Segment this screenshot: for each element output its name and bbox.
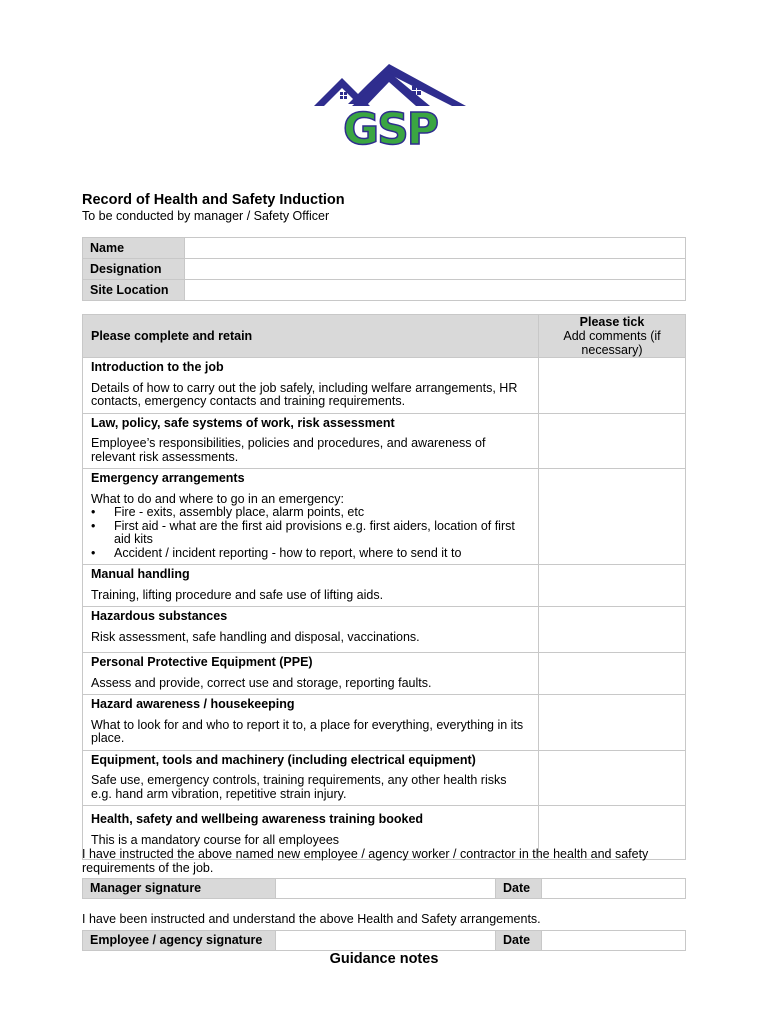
checklist-item	[83, 695, 539, 751]
checklist-item-title: Hazardous substances	[91, 609, 228, 623]
checklist-row	[83, 695, 686, 751]
manager-signature-label: Manager signature	[83, 879, 276, 899]
checklist-row	[83, 413, 686, 469]
name-field[interactable]	[185, 238, 686, 259]
induction-checklist-table	[82, 314, 686, 860]
bullet-item: • First aid - what are the first aid provisions e.g. first aiders, location of first aid kits	[91, 520, 530, 547]
designation-field[interactable]	[185, 259, 686, 280]
employee-date-field[interactable]	[542, 931, 686, 951]
tick-comment-cell[interactable]	[539, 750, 686, 806]
checklist-item	[83, 565, 539, 607]
checklist-item	[83, 607, 539, 653]
checklist-row	[83, 750, 686, 806]
checklist-item-desc: This is a mandatory course for all employees	[91, 832, 340, 847]
checklist-item	[83, 469, 539, 565]
site-location-label: Site Location	[83, 280, 185, 301]
info-row-name	[83, 238, 686, 259]
checklist-item-title: Manual handling	[91, 567, 190, 581]
manager-signature-table	[82, 878, 686, 899]
checklist-header-row	[83, 315, 686, 358]
please-tick-label: Please tick	[579, 315, 645, 329]
employee-signature-field[interactable]	[276, 931, 496, 951]
tick-comment-cell[interactable]	[539, 413, 686, 469]
bullet-item: • Fire - exits, assembly place, alarm points, etc	[91, 506, 530, 520]
tick-comment-cell[interactable]	[539, 607, 686, 653]
guidance-notes-heading: Guidance notes	[329, 951, 439, 967]
manager-statement: I have instructed the above named new employee / agency worker / contractor in the health and safety requirements of the job.	[82, 847, 649, 875]
checklist-item-desc: Training, lifting procedure and safe use of lifting aids.	[91, 587, 384, 602]
checklist-item	[83, 358, 539, 414]
checklist-item-desc: What to do and where to go in an emergency:	[91, 491, 344, 506]
employee-info-table	[82, 237, 686, 301]
employee-signature-label: Employee / agency signature	[83, 931, 276, 951]
manager-date-field[interactable]	[542, 879, 686, 899]
checklist-item-title: Hazard awareness / housekeeping	[91, 697, 295, 711]
manager-date-label: Date	[496, 879, 542, 899]
employee-statement: I have been instructed and understand the above Health and Safety arrangements.	[82, 912, 541, 926]
checklist-row	[83, 653, 686, 695]
logo-wordmark: GSP	[342, 104, 438, 148]
checklist-item-desc: Safe use, emergency controls, training requirements, any other health risks e.g. hand arm vibration, repetitive strain injury.	[91, 773, 507, 801]
checklist-row	[83, 469, 686, 565]
tick-comment-cell[interactable]	[539, 565, 686, 607]
info-row-designation	[83, 259, 686, 280]
checklist-item-title: Health, safety and wellbeing awareness training booked	[91, 812, 424, 826]
employee-signature-row	[83, 931, 686, 951]
checklist-item-title: Personal Protective Equipment (PPE)	[91, 655, 313, 669]
designation-label: Designation	[83, 259, 185, 280]
bullet-item: • Accident / incident reporting - how to report, where to send it to	[91, 547, 530, 561]
add-comments-label: Add comments (if necessary)	[563, 329, 661, 357]
checklist-row	[83, 607, 686, 653]
gsp-logo	[312, 62, 466, 148]
info-row-site-location	[83, 280, 686, 301]
checklist-item-desc: Assess and provide, correct use and storage, reporting faults.	[91, 675, 432, 690]
document-subtitle: To be conducted by manager / Safety Officer	[82, 209, 330, 223]
checklist-item-title: Law, policy, safe systems of work, risk assessment	[91, 415, 395, 430]
name-label: Name	[83, 238, 185, 259]
tick-comment-cell[interactable]	[539, 469, 686, 565]
checklist-row	[83, 358, 686, 414]
tick-comment-cell[interactable]	[539, 695, 686, 751]
manager-signature-field[interactable]	[276, 879, 496, 899]
checklist-item-title: Equipment, tools and machinery (including electrical equipment)	[91, 752, 476, 767]
checklist-item-title: Introduction to the job	[91, 360, 224, 374]
employee-date-label: Date	[496, 931, 542, 951]
checklist-item-desc: Employee’s responsibilities, policies and procedures, and awareness of relevant risk assessments.	[91, 436, 486, 464]
logo-house-icon	[314, 64, 466, 106]
checklist-item	[83, 413, 539, 469]
checklist-item	[83, 750, 539, 806]
tick-comment-cell[interactable]	[539, 653, 686, 695]
checklist-item-desc: What to look for and who to report it to, a place for everything, everything in its place.	[91, 717, 524, 745]
checklist-header-left: Please complete and retain	[83, 315, 539, 358]
employee-signature-table	[82, 930, 686, 951]
checklist-item	[83, 653, 539, 695]
document-title: Record of Health and Safety Induction	[82, 192, 345, 208]
site-location-field[interactable]	[185, 280, 686, 301]
checklist-header-right	[539, 315, 686, 358]
checklist-item-desc: Details of how to carry out the job safely, including welfare arrangements, HR contacts, emergency contacts and training requirements.	[91, 380, 518, 408]
checklist-row	[83, 565, 686, 607]
checklist-item-title: Emergency arrangements	[91, 471, 245, 485]
tick-comment-cell[interactable]	[539, 358, 686, 414]
checklist-item-desc: Risk assessment, safe handling and disposal, vaccinations.	[91, 629, 420, 644]
emergency-bullet-list	[91, 506, 530, 560]
manager-signature-row	[83, 879, 686, 899]
